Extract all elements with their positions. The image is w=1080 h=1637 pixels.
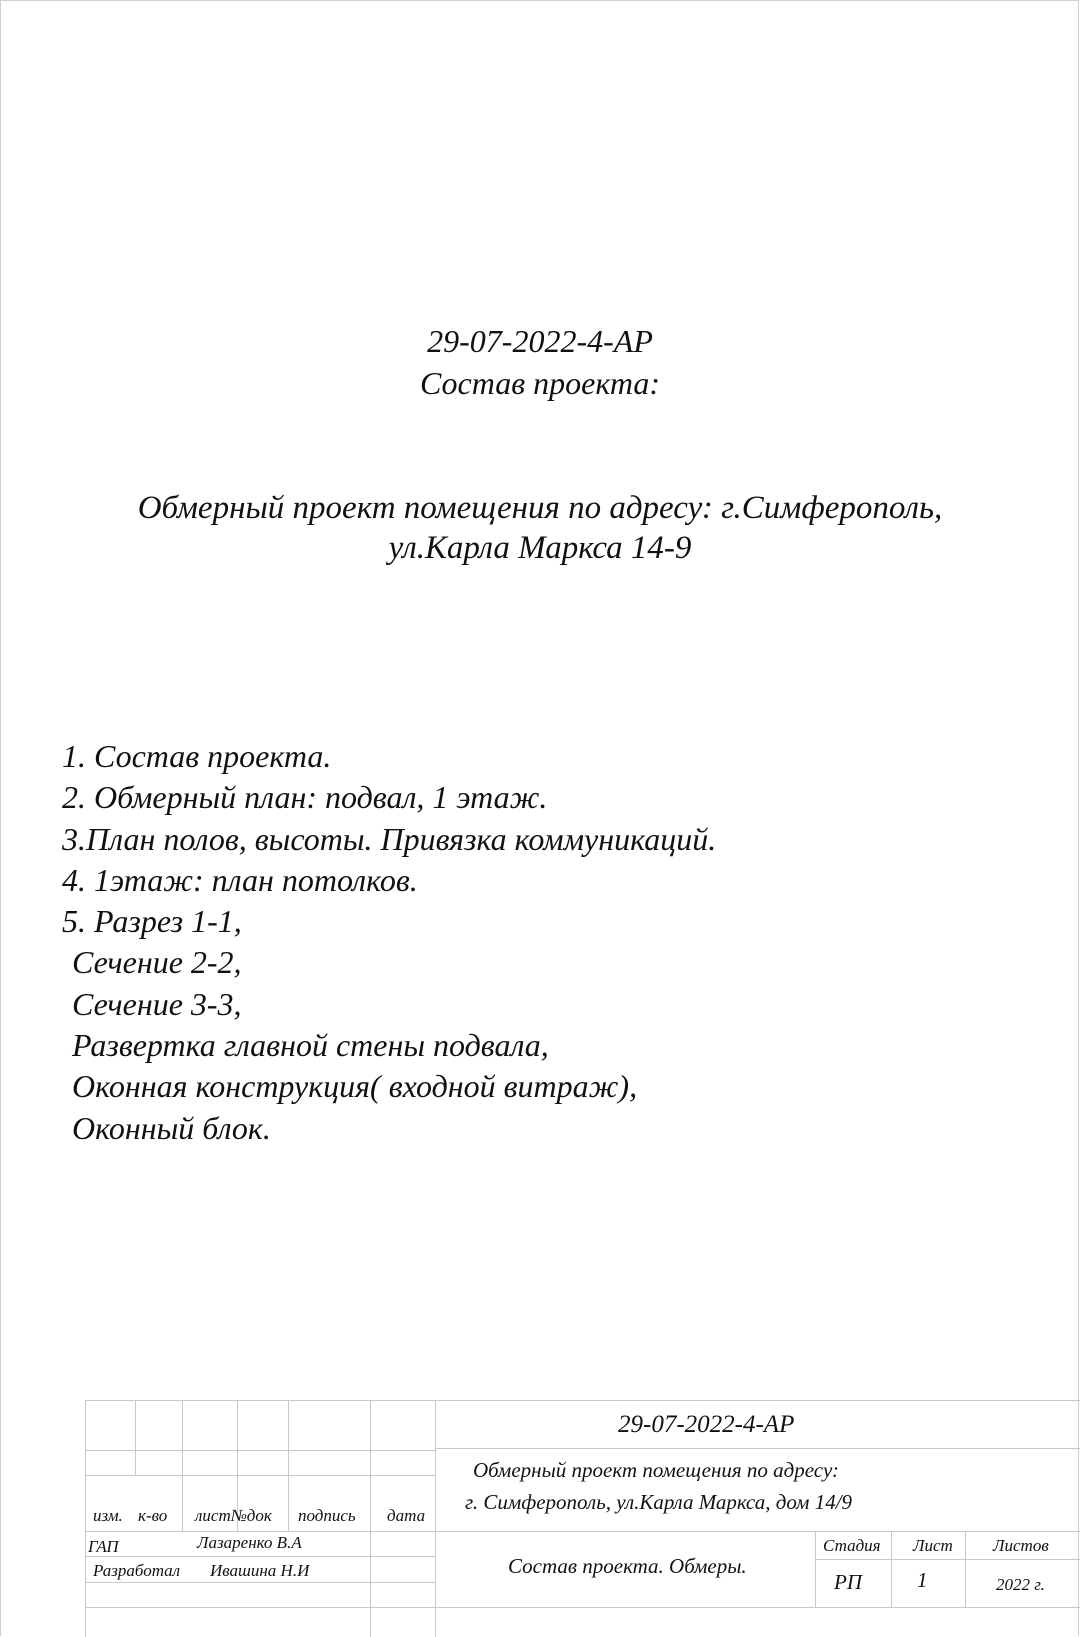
- column-izm: изм.: [93, 1506, 123, 1525]
- grid-line: [85, 1556, 435, 1557]
- column-kvo: к-во: [138, 1506, 168, 1525]
- grid-line: [435, 1400, 436, 1637]
- document-code: 29-07-2022-4-АР: [427, 323, 653, 359]
- subject-line-1: Обмерный проект помещения по адресу: г.Симферополь,: [137, 490, 943, 526]
- grid-line: [85, 1531, 1080, 1532]
- grid-line: [182, 1400, 183, 1531]
- grid-line: [815, 1531, 816, 1607]
- contents-item: Развертка главной стены подвала,: [72, 1027, 549, 1064]
- column-list-ndok: лист№док: [195, 1506, 272, 1525]
- role-developer-name: Ивашина Н.И: [210, 1561, 310, 1580]
- grid-line: [370, 1400, 371, 1637]
- sheet-value: 1: [917, 1568, 928, 1592]
- role-gap-name: Лазаренко В.А: [197, 1533, 302, 1552]
- stage-label: Стадия: [823, 1536, 881, 1555]
- role-gap: ГАП: [88, 1537, 119, 1556]
- sheets-label: Листов: [993, 1536, 1049, 1555]
- title-block-code: 29-07-2022-4-АР: [618, 1411, 795, 1438]
- grid-line: [85, 1400, 1080, 1401]
- column-podpis: подпись: [298, 1506, 356, 1525]
- contents-item: Сечение 3-3,: [72, 985, 242, 1022]
- contents-item: 1. Состав проекта.: [62, 738, 332, 774]
- title-block: [85, 1400, 1080, 1637]
- stage-value: РП: [834, 1570, 862, 1594]
- grid-line: [891, 1531, 892, 1607]
- sheet-title: Состав проекта. Обмеры.: [508, 1554, 747, 1578]
- grid-line: [288, 1400, 289, 1531]
- title-block-object-line-1: Обмерный проект помещения по адресу:: [473, 1458, 840, 1482]
- contents-item: Сечение 2-2,: [72, 944, 242, 981]
- grid-line: [85, 1475, 435, 1476]
- column-data: дата: [387, 1506, 426, 1525]
- sheet-label: Лист: [913, 1536, 953, 1555]
- grid-line: [815, 1559, 1080, 1560]
- document-subject: [60, 488, 1020, 568]
- grid-line: [85, 1450, 435, 1451]
- grid-line: [85, 1607, 1080, 1608]
- contents-item: Оконная конструкция( входной витраж),: [72, 1068, 638, 1105]
- contents-item: 3.План полов, высоты. Привязка коммуникаций.: [62, 820, 717, 857]
- grid-line: [85, 1400, 86, 1637]
- document-heading: Состав проекта:: [419, 365, 661, 401]
- sheets-value: 2022 г.: [996, 1575, 1045, 1594]
- subject-line-2: ул.Карла Маркса 14-9: [388, 530, 692, 566]
- grid-line: [435, 1448, 1080, 1449]
- grid-line: [135, 1400, 136, 1475]
- title-block-object-line-2: г. Симферополь, ул.Карла Маркса, дом 14/9: [465, 1490, 853, 1514]
- grid-line: [85, 1582, 435, 1583]
- contents-item: 4. 1этаж: план потолков.: [62, 861, 418, 898]
- contents-item: 2. Обмерный план: подвал, 1 этаж.: [62, 779, 548, 816]
- role-developer: Разработал: [93, 1561, 181, 1580]
- contents-list: [62, 736, 716, 1149]
- contents-item: 5. Разрез 1-1,: [62, 903, 242, 940]
- grid-line: [965, 1531, 966, 1607]
- contents-item: Оконный блок.: [72, 1109, 271, 1146]
